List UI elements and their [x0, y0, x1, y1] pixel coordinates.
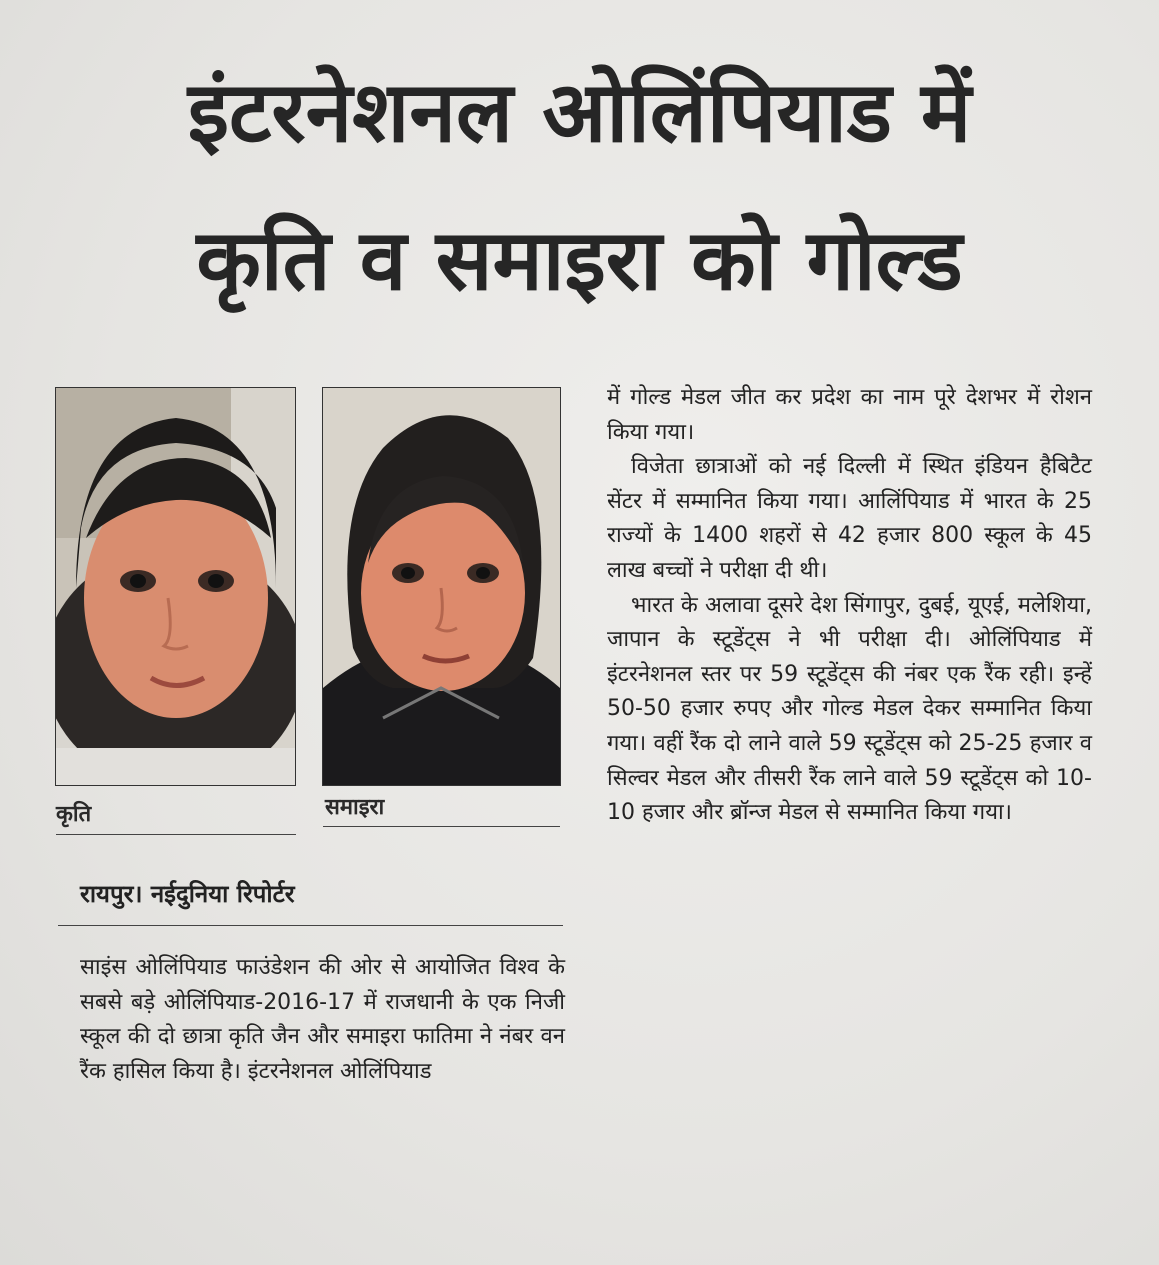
portrait-girl-2-icon: [323, 388, 560, 785]
dateline: रायपुर। नईदुनिया रिपोर्टर: [80, 880, 295, 908]
photo-samaira: [322, 387, 561, 786]
photo-kriti: [55, 387, 296, 786]
headline-line-1: इंटरनेशनल ओलिंपियाड में: [187, 63, 972, 161]
article-paragraph: में गोल्ड मेडल जीत कर प्रदेश का नाम पूरे देशभर में रोशन किया गया।: [607, 385, 1092, 445]
caption-rule-1: [56, 834, 296, 835]
photo-caption-1: कृति: [56, 802, 92, 827]
portrait-girl-1-icon: [56, 388, 295, 785]
article-column-left: [80, 951, 565, 1089]
photo-caption-2: समाइरा: [325, 795, 385, 820]
article-column-right: [607, 381, 1092, 831]
article-paragraph: साइंस ओलिंपियाड फाउंडेशन की ओर से आयोजित विश्व के सबसे बड़े ओलिंपियाड-2016-17 में राजधानी के एक निजी स्कूल की दो छात्रा कृति जैन और समाइरा फातिमा ने नंबर वन रैंक हासिल किया है। इंटरनेशनल ओलिंपियाड: [80, 955, 565, 1084]
headline-line-2: कृति व समाइरा को गोल्ड: [196, 211, 963, 309]
article-paragraph: भारत के अलावा दूसरे देश सिंगापुर, दुबई, यूएई, मलेशिया, जापान के स्टूडेंट्स ने भी परीक्षा दी। ओलिंपियाड में इंटरनेशनल स्तर पर 59 स्टूडेंट्स की नंबर एक रैंक रही। इन्हें 50-50 हजार रुपए और गोल्ड मेडल देकर सम्मानित किया गया। वहीं रैंक दो लाने वाले 59 स्टूडेंट्स को 25-25 हजार व सिल्वर मेडल और तीसरी रैंक लाने वाले 59 स्टूडेंट्स को 10-10 हजार और ब्रॉन्ज मेडल से सम्मानित किया गया।: [607, 592, 1092, 826]
dateline-rule: [58, 925, 563, 926]
article-paragraph: विजेता छात्राओं को नई दिल्ली में स्थित इंडियन हैबिटैट सेंटर में सम्मानित किया गया। आलिंपियाड में भारत के 25 राज्यों के 1400 शहरों से 42 हजार 800 स्कूल के 45 लाख बच्चों ने परीक्षा दी थी।: [607, 454, 1092, 583]
caption-rule-2: [323, 826, 560, 827]
